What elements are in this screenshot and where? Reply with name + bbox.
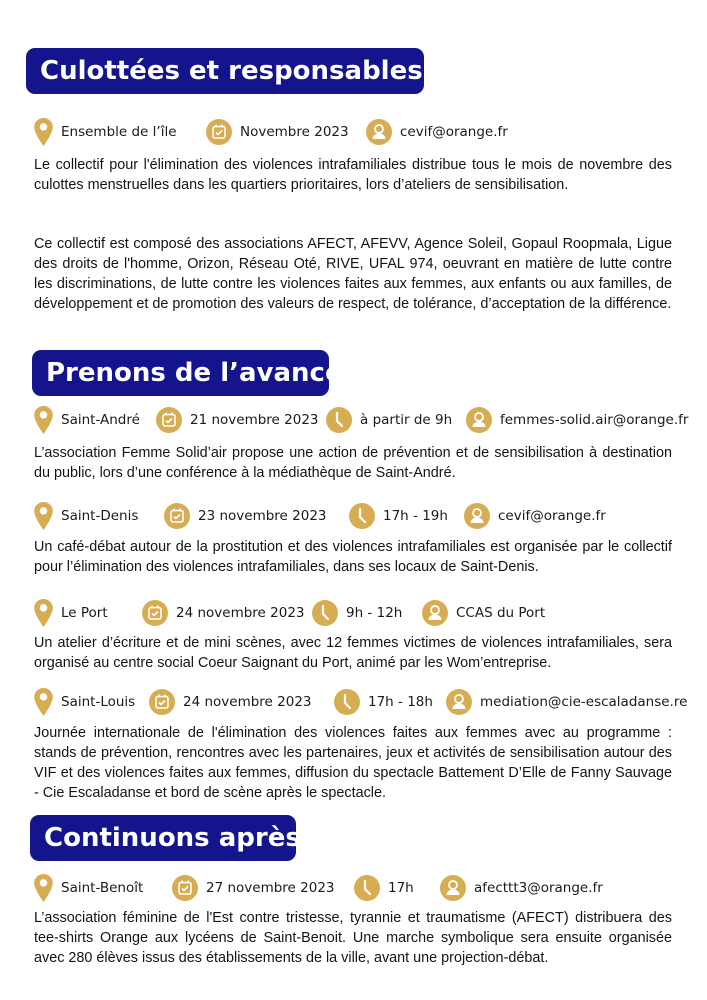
date [149,689,334,715]
location-pin-icon [34,874,53,902]
time-text: à partir de 9h [360,412,453,428]
user-icon [422,600,448,626]
contact-text[interactable]: mediation@cie-escaladanse.re [480,694,688,710]
clock-icon [334,689,360,715]
location-pin-icon [34,406,53,434]
date [172,875,354,901]
location [34,118,206,146]
time [326,407,466,433]
location-text: Saint-André [61,412,140,428]
location [34,688,149,716]
time-text: 17h [388,880,414,896]
time [334,689,446,715]
date-text: 23 novembre 2023 [198,508,327,524]
event-description: Un atelier d’écriture et de mini scènes, avec 12 femmes victimes de violences intrafamiliales, sera organisé au centre social Coeur Saignant du Port, animé par les Wom’entreprise. [34,635,672,671]
clock-icon [354,875,380,901]
location-text: Saint-Denis [61,508,139,524]
event-description: Ce collectif est composé des associations AFECT, AFEVV, Agence Soleil, Gopaul Roopmala, Ligue des droits de l'homme, Orizon, Réseau Oté, RIVE, UFAL 974, oeuvrant en matière de lutte contre les discriminations, de lutte contre les violences faites aux femmes, aux enfants ou aux familles, de développement et de promotion des valeurs de respect, de tolérance, d’acceptation de la différence. [34,236,672,312]
event-description: L’association féminine de l'Est contre tristesse, tyrannie et traumatisme (AFECT) distribuera des tee-shirts Orange aux lycéens de Saint-Benoit. Une marche symbolique sera ensuite organisée avec 280 élèves issus des établissements de la ville, avant une projection-débat. [34,910,672,966]
event-description: Le collectif pour l'élimination des violences intrafamiliales distribue tous le mois de novembre des culottes menstruelles dans les quartiers prioritaires, lors d’ateliers de sensibilisation. [34,157,672,193]
date-text: 21 novembre 2023 [190,412,319,428]
contact-text[interactable]: cevif@orange.fr [400,124,508,140]
location [34,406,156,434]
time [354,875,440,901]
location-text: Le Port [61,605,108,621]
time-text: 17h - 18h [368,694,433,710]
contact-text: CCAS du Port [456,605,546,621]
event-meta [34,116,508,148]
contact [440,875,603,901]
calendar-icon [172,875,198,901]
event-meta [34,872,603,904]
section-title: Prenons de l’avance [32,350,329,396]
location-pin-icon [34,118,53,146]
user-icon [466,407,492,433]
event-description: L’association Femme Solid’air propose une action de prévention et de sensibilisation à destination du public, lors d’une conférence à la médiathèque de Saint-André. [34,445,672,481]
location [34,874,172,902]
date [142,600,312,626]
section-title: Continuons après [30,815,296,861]
location [34,502,164,530]
location-pin-icon [34,599,53,627]
location [34,599,142,627]
date-text: Novembre 2023 [240,124,349,140]
event-meta [34,686,687,718]
date-text: 27 novembre 2023 [206,880,335,896]
contact-text[interactable]: cevif@orange.fr [498,508,606,524]
contact [464,503,606,529]
time [349,503,464,529]
event-meta [34,404,688,436]
date-text: 24 novembre 2023 [176,605,305,621]
date-text: 24 novembre 2023 [183,694,312,710]
event-meta [34,500,606,532]
location-text: Saint-Benoît [61,880,144,896]
user-icon [366,119,392,145]
time-text: 9h - 12h [346,605,403,621]
event-description: Journée internationale de l'élimination des violences faites aux femmes avec au programme : stands de prévention, rencontres avec les partenaires, jeux et activités de sensibilisation autour des VIF et des violences faites aux femmes, diffusion du spectacle Battement D’Elle de Fanny Sauvage - Cie Escaladanse et bord de scène après le spectacle. [34,725,672,801]
date [156,407,326,433]
contact [366,119,508,145]
clock-icon [326,407,352,433]
time-text: 17h - 19h [383,508,448,524]
contact [422,600,545,626]
calendar-icon [206,119,232,145]
contact-text[interactable]: femmes-solid.air@orange.fr [500,412,689,428]
clock-icon [312,600,338,626]
event-meta [34,597,545,629]
user-icon [464,503,490,529]
time [312,600,422,626]
date [206,119,366,145]
contact [446,689,687,715]
calendar-icon [142,600,168,626]
calendar-icon [156,407,182,433]
location-pin-icon [34,688,53,716]
location-text: Ensemble de l’île [61,124,177,140]
event-description: Un café-débat autour de la prostitution et des violences intrafamiliales est organisée par le collectif pour l’élimination des violences intrafamiliales, dans ses locaux de Saint-Denis. [34,539,672,575]
section-title: Culottées et responsables ! [26,48,424,94]
user-icon [446,689,472,715]
clock-icon [349,503,375,529]
contact-text[interactable]: afecttt3@orange.fr [474,880,603,896]
date [164,503,349,529]
contact [466,407,688,433]
calendar-icon [164,503,190,529]
location-text: Saint-Louis [61,694,136,710]
location-pin-icon [34,502,53,530]
calendar-icon [149,689,175,715]
user-icon [440,875,466,901]
